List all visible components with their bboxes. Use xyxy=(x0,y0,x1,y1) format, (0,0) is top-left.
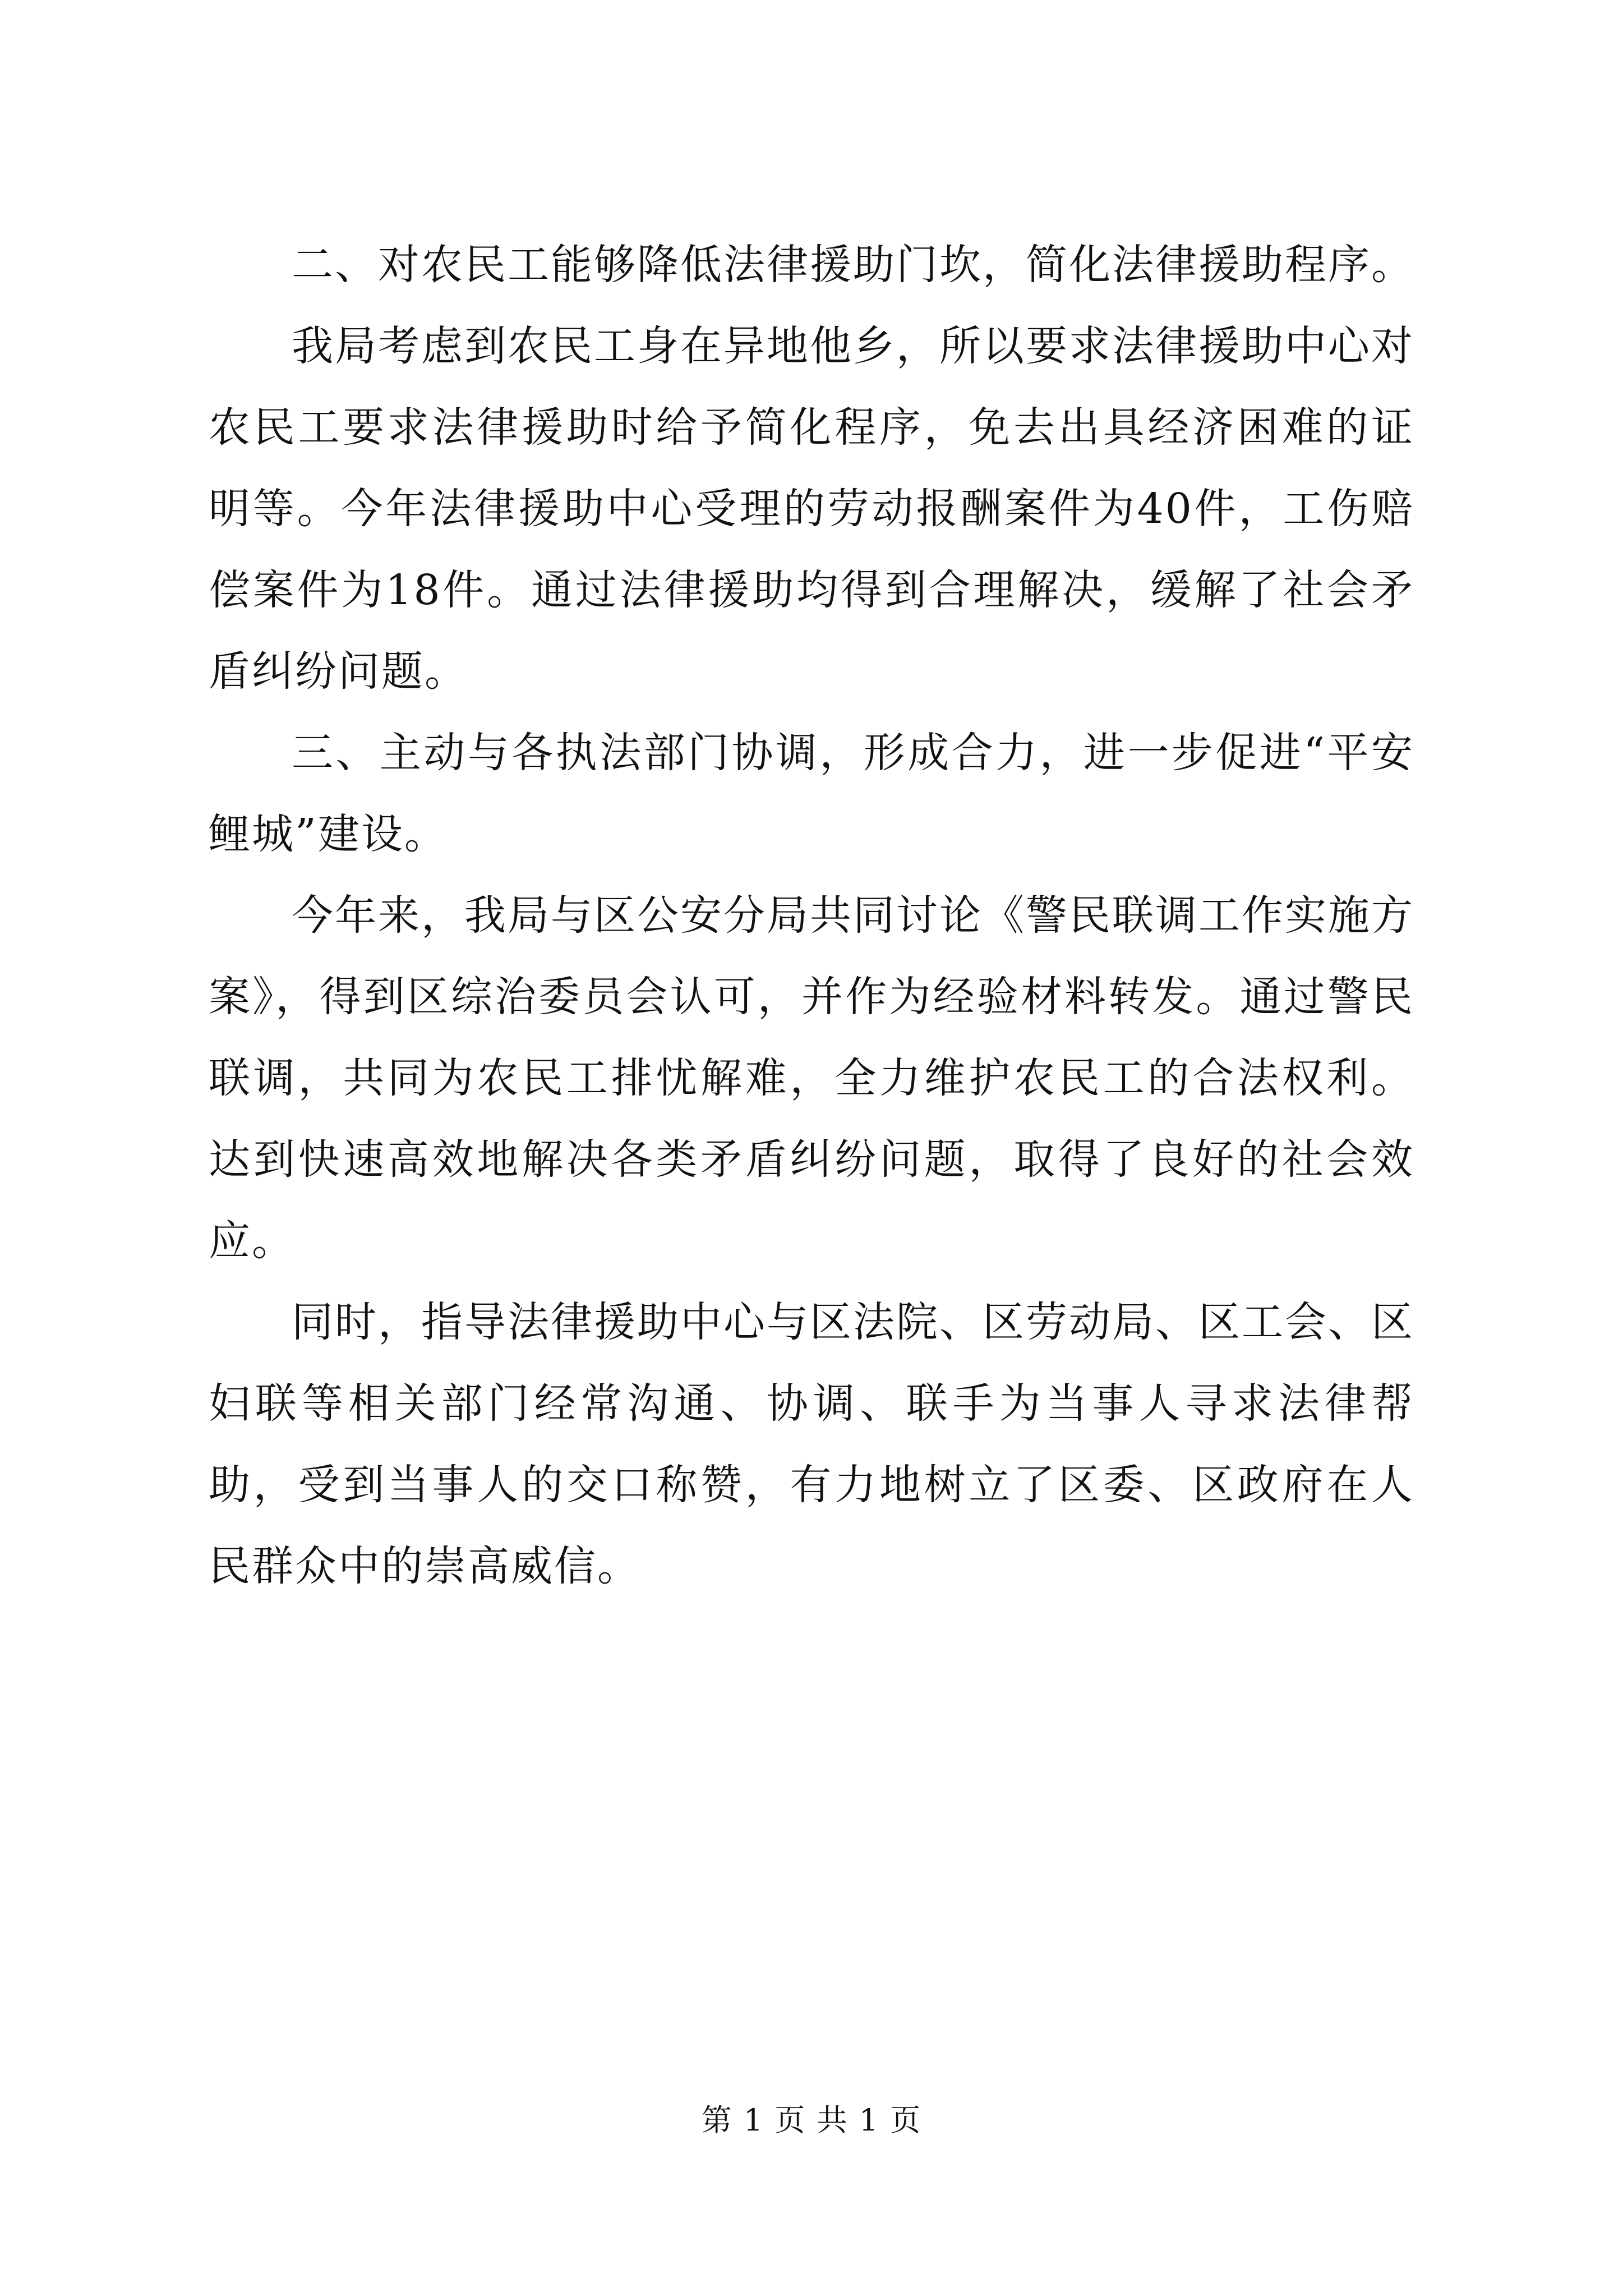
paragraph-legal-aid-simplification: 我局考虑到农民工身在异地他乡，所以要求法律援助中心对农民工要求法律援助时给予简化程序，免去出具经济困难的证明等。今年法律援助中心受理的劳动报酬案件为40件，工伤赔偿案件为18件。通过法律援助均得到合理解决，缓解了社会矛盾纠纷问题。 xyxy=(209,322,1414,696)
document-body xyxy=(209,224,1414,1607)
paragraph-police-civil-mediation: 今年来，我局与区公安分局共同讨论《警民联调工作实施方案》，得到区综治委员会认可，并作为经验材料转发。通过警民联调，共同为农民工排忧解难，全力维护农民工的合法权利。达到快速高效地解决各类矛盾纠纷问题，取得了良好的社会效应。 xyxy=(209,891,1414,1265)
page-number-footer: 第 1 页 共 1 页 xyxy=(701,2102,922,2138)
paragraph-heading-three: 三、主动与各执法部门协调，形成合力，进一步促进“平安鲤城”建设。 xyxy=(209,729,1414,858)
paragraph-interdepartment-coordination: 同时，指导法律援助中心与区法院、区劳动局、区工会、区妇联等相关部门经常沟通、协调、联手为当事人寻求法律帮助，受到当事人的交口称赞，有力地树立了区委、区政府在人民群众中的崇高威信。 xyxy=(209,1298,1414,1590)
paragraph-heading-two: 二、对农民工能够降低法律援助门坎，简化法律援助程序。 xyxy=(292,241,1414,289)
